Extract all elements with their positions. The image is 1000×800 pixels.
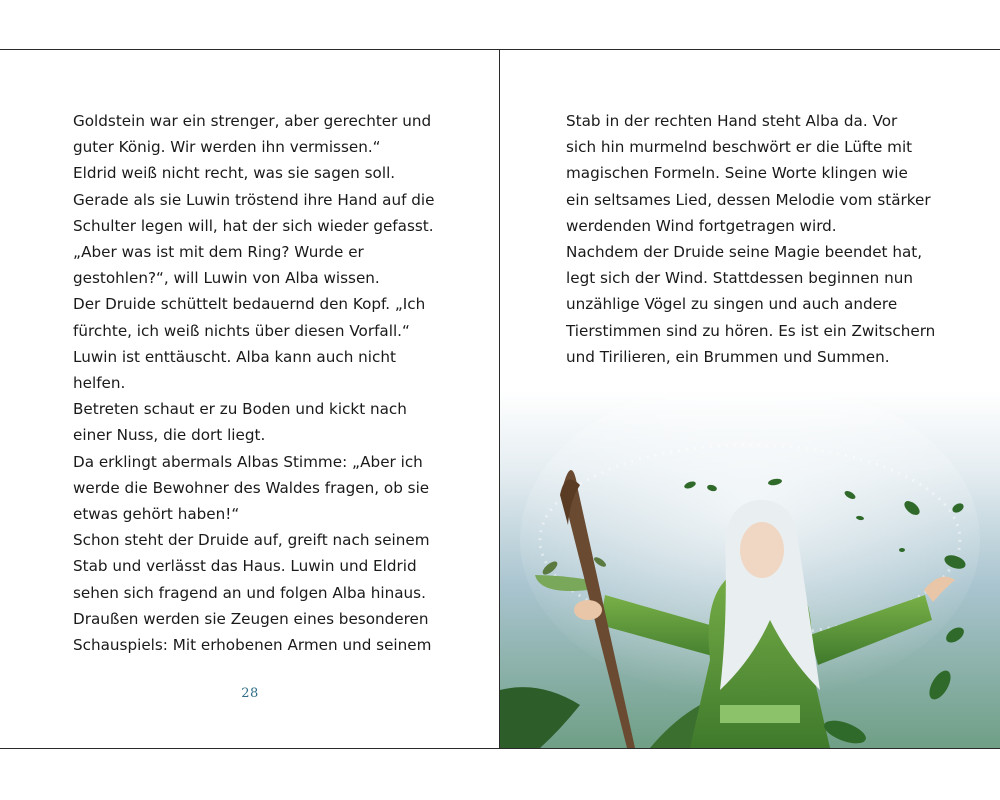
text-line: werdenden Wind fortgetragen wird.	[566, 216, 837, 235]
text-line: Stab in der rechten Hand steht Alba da. Vor	[566, 112, 898, 130]
left-page-text	[73, 108, 434, 658]
text-line: Eldrid weiß nicht recht, was sie sagen soll.	[73, 164, 396, 183]
text-line: werde die Bewohner des Waldes fragen, ob sie	[73, 478, 430, 497]
text-line: Schauspiels: Mit erhobenen Armen und seinem	[73, 636, 432, 655]
text-line: helfen.	[73, 374, 126, 393]
text-line: ein seltsames Lied, dessen Melodie vom stärker	[566, 190, 931, 209]
druid-illustration	[500, 390, 1000, 748]
text-line: Schulter legen will, hat der sich wieder gefasst.	[73, 216, 434, 235]
text-line: unzählige Vögel zu singen und auch andere	[566, 295, 898, 314]
text-line: sich hin murmelnd beschwört er die Lüfte mit	[566, 138, 913, 157]
text-line: Stab und verlässt das Haus. Luwin und Eldrid	[73, 557, 417, 576]
text-line: Schon steht der Druide auf, greift nach seinem	[73, 531, 430, 550]
text-line: Tierstimmen sind zu hören. Es ist ein Zwitschern	[566, 321, 936, 340]
text-line: Gerade als sie Luwin tröstend ihre Hand auf die	[73, 190, 435, 209]
text-line: „Aber was ist mit dem Ring? Wurde er	[73, 243, 364, 262]
text-line: legt sich der Wind. Stattdessen beginnen nun	[566, 269, 913, 288]
text-line: Draußen werden sie Zeugen eines besonderen	[73, 609, 429, 628]
text-line: gestohlen?“, will Luwin von Alba wissen.	[73, 269, 380, 288]
text-line: etwas gehört haben!“	[73, 505, 240, 524]
text-line: Goldstein war ein strenger, aber gerechter und	[73, 112, 432, 130]
left-page	[0, 50, 499, 748]
text-line: Nachdem der Druide seine Magie beendet hat,	[566, 243, 923, 262]
page-number: 28	[241, 686, 259, 701]
text-line: magischen Formeln. Seine Worte klingen wie	[566, 164, 908, 183]
druid-face	[740, 522, 784, 578]
text-line: einer Nuss, die dort liegt.	[73, 426, 266, 445]
text-line: fürchte, ich weiß nichts über diesen Vorfall.“	[73, 321, 410, 340]
text-line: sehen sich fragend an und folgen Alba hinaus.	[73, 583, 426, 602]
leaf	[899, 548, 905, 552]
text-line: Da erklingt abermals Albas Stimme: „Aber ich	[73, 452, 423, 471]
right-page-text	[566, 108, 935, 370]
druid-illustration-art	[500, 390, 1000, 748]
text-line: und Tirilieren, ein Brummen und Summen.	[566, 347, 890, 366]
book-spread	[0, 49, 1000, 749]
robe-sash	[720, 705, 800, 723]
text-line: guter König. Wir werden ihn vermissen.“	[73, 138, 381, 157]
text-line: Der Druide schüttelt bedauernd den Kopf. „Ich	[73, 295, 426, 314]
right-page	[500, 50, 1000, 748]
text-line: Betreten schaut er zu Boden und kickt nach	[73, 400, 407, 419]
left-hand	[574, 600, 602, 620]
text-line: Luwin ist enttäuscht. Alba kann auch nicht	[73, 347, 396, 366]
